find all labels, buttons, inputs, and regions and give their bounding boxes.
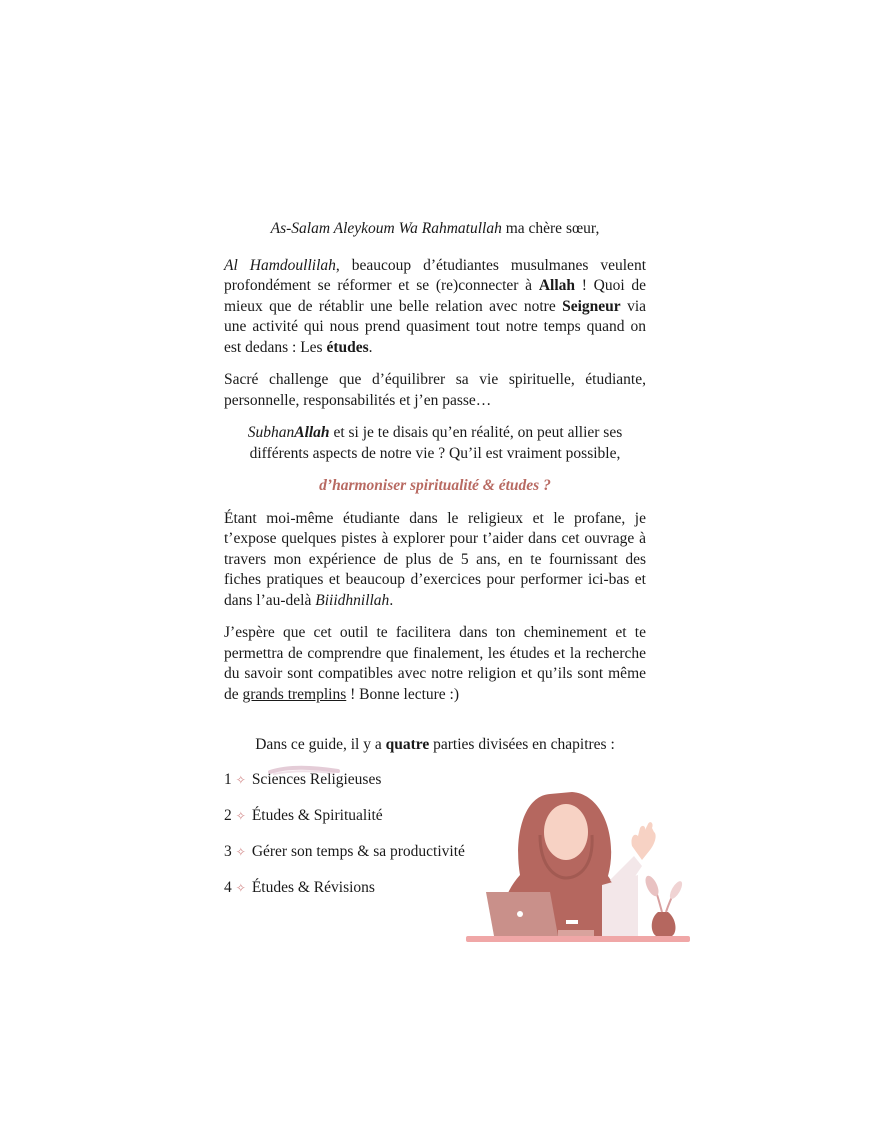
subhanallah-line-2: différents aspects de notre vie ? Qu’il est vraiment possible, (249, 444, 621, 462)
hamdoullilah-text: Al Hamdoullilah (224, 256, 336, 274)
diamond-icon: ✧ (235, 808, 246, 823)
diamond-icon: ✧ (235, 772, 246, 787)
grands-tremplins-underlined: grands tremplins (242, 685, 347, 703)
intro-text-3: via une activité qui nous prend quasiment tout notre temps quand on est dedans : Les (224, 297, 646, 356)
experience-text: Étant moi-même étudiante dans le religieux et le profane, je t’expose quelques pistes à explorer pour t’aider dans cet ouvrage à travers mon expérience de plus de 5 ans, en te fournissant des fiches pratiques et beaucoup d’exercices pour performer ici-bas et dans l’au-delà (224, 509, 646, 609)
part-number: 1 (224, 770, 232, 788)
part-label: Études & Spiritualité (251, 806, 383, 824)
greeting (224, 219, 646, 240)
biiidhnillah-italic: Biiidhnillah (315, 591, 390, 609)
student-illustration (462, 780, 694, 946)
intro-text-4: . (368, 338, 373, 356)
part-number: 2 (224, 806, 232, 824)
etudes-bold: études (326, 338, 369, 356)
diamond-icon: ✧ (235, 880, 246, 895)
part-number: 3 (224, 842, 232, 860)
paragraph-subhanallah (224, 423, 646, 464)
subhanallah-line-1: et si je te disais qu’en réalité, on peut allier ses (329, 424, 623, 441)
quatre-bold: quatre (385, 736, 430, 753)
diamond-icon: ✧ (235, 844, 246, 859)
parts-intro (224, 735, 646, 756)
hope-end: ! Bonne lecture :) (346, 685, 460, 703)
part-label: Gérer son temps & sa productivité (251, 842, 465, 860)
greeting-italic: As-Salam Aleykoum Wa Rahmatullah (270, 220, 502, 237)
brush-stroke-icon (268, 763, 340, 777)
part-number: 4 (224, 878, 232, 896)
subhan-italic: Subhan (247, 424, 295, 441)
paragraph-experience (224, 509, 646, 612)
parts-intro-text-2: parties divisées en chapitres : (429, 736, 615, 753)
parts-intro-text-1: Dans ce guide, il y a (255, 736, 386, 753)
part-label: Sciences Religieuses (251, 770, 382, 788)
seigneur-bold: Seigneur (562, 297, 621, 315)
allah-bold-italic: Allah (294, 424, 330, 441)
paragraph-hope (224, 623, 646, 705)
hope-text: J’espère que cet outil te facilitera dans ton cheminement et te permettra de comprendre que finalement, les études et la recherche du savoir sont compatibles avec notre religion et qu’ils sont même de (224, 624, 646, 703)
paragraph-intro (224, 256, 646, 359)
part-label: Études & Révisions (251, 878, 375, 896)
experience-end: . (389, 591, 394, 609)
greeting-rest: ma chère sœur, (501, 220, 600, 237)
paragraph-challenge: Sacré challenge que d’équilibrer sa vie spirituelle, étudiante, personnelle, responsabilités et j’en passe… (224, 371, 646, 409)
highlight-question: d’harmoniser spiritualité & études ? (319, 477, 551, 494)
intro-text-1: , beaucoup d’étudiantes musulmanes veulent profondément se réformer et se (re)connecter à (224, 256, 646, 294)
allah-bold: Allah (538, 277, 575, 294)
intro-text-2: ! Quoi de mieux que de rétablir une belle relation avec notre (224, 277, 646, 315)
